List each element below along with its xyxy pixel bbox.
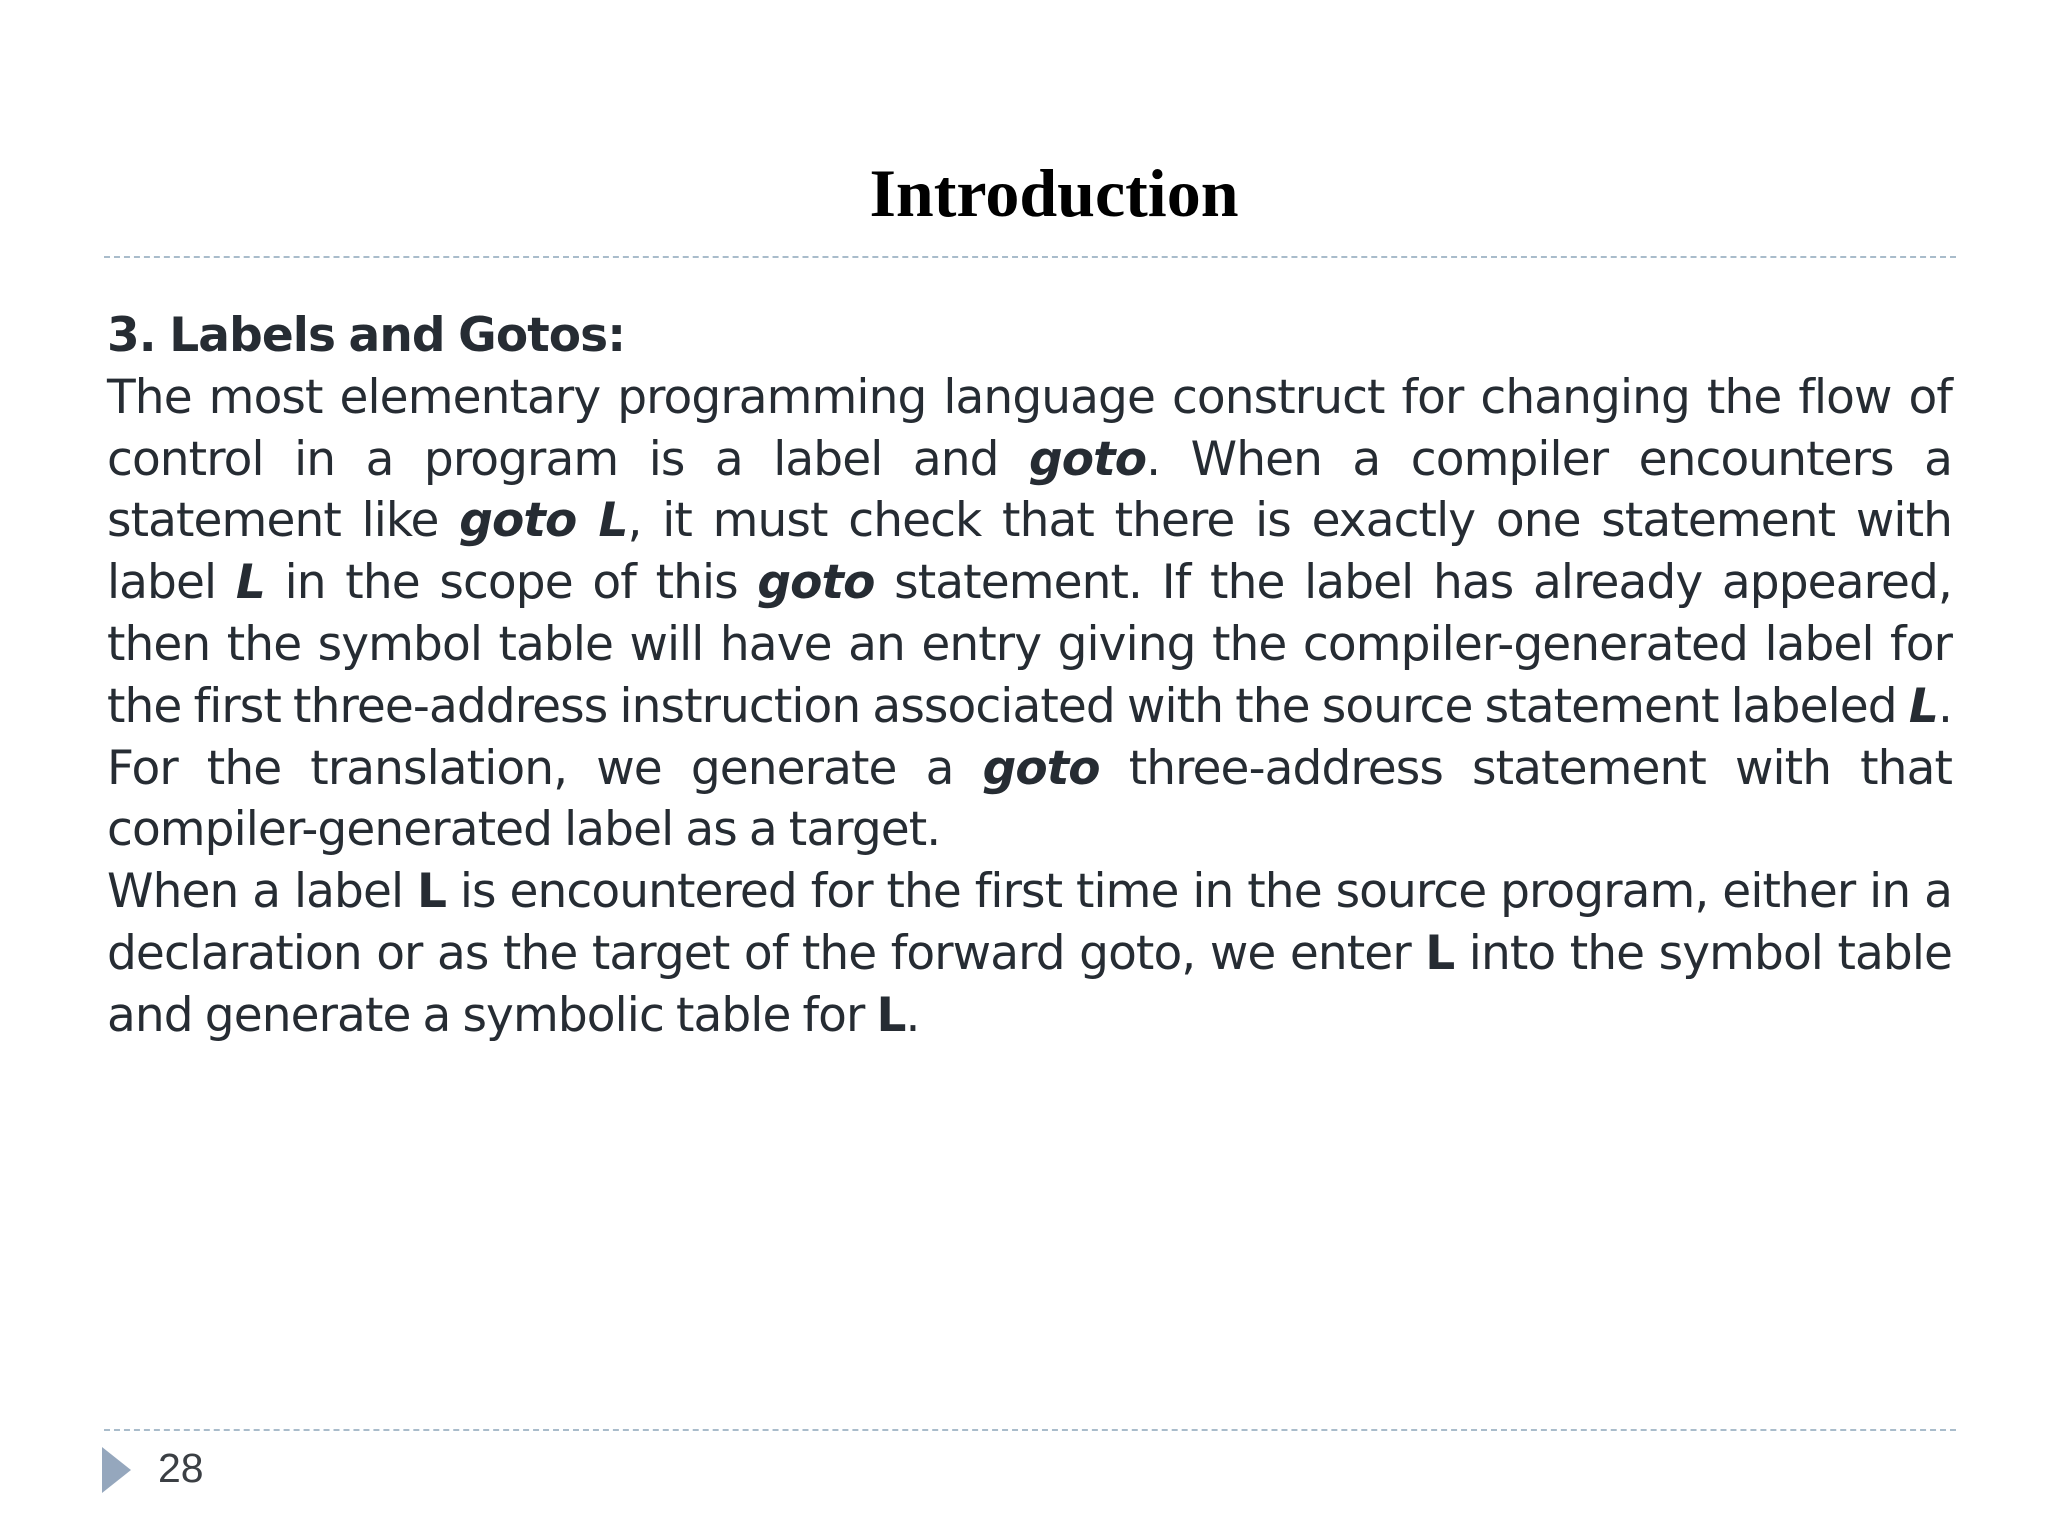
footer-divider	[104, 1429, 1956, 1431]
keyword-label-l: L	[235, 555, 265, 611]
slide-body	[107, 305, 1952, 1047]
triangle-bullet-icon	[102, 1447, 131, 1493]
text-run: three-address statement with that compiler-generated label as a target.	[107, 740, 1952, 858]
symbol-l: L	[876, 987, 906, 1043]
page-number: 28	[158, 1445, 204, 1491]
text-run: is encountered for the first time in the source program, either in a declaration or as the target of the forward goto, we enter	[107, 864, 1952, 981]
symbol-l: L	[416, 864, 447, 920]
keyword-goto: goto	[757, 555, 875, 611]
text-run: The most elementary programming language construct for changing the flow of control in a program is a label and	[107, 369, 1952, 487]
keyword-label-l: L	[1908, 678, 1938, 734]
paragraph-label-encounter	[107, 861, 1952, 1046]
text-run: into the symbol table and generate a symbolic table for	[107, 925, 1952, 1043]
keyword-goto: goto	[1029, 431, 1147, 487]
section-heading: 3. Labels and Gotos:	[107, 308, 626, 363]
text-run: statement. If the label has already appeared, then the symbol table will have an entry giving the compiler-generated label for the first three-address instruction associated with the source statement labeled	[107, 555, 1952, 734]
text-run: in the scope of this	[264, 555, 758, 611]
symbol-l: L	[1425, 925, 1455, 981]
text-run: . For the translation, we generate a	[107, 678, 1952, 796]
slide-title: Introduction	[869, 155, 1239, 231]
text-run: .	[905, 987, 920, 1043]
text-run: . When a compiler encounters a statement like	[107, 431, 1952, 549]
text-run: , it must check that there is exactly one statement with label	[107, 493, 1952, 611]
paragraph-labels-gotos	[107, 367, 1952, 861]
keyword-goto: goto	[982, 740, 1100, 796]
text-run: When a label	[107, 864, 417, 920]
title-divider	[104, 256, 1956, 258]
keyword-goto-l: goto L	[459, 493, 628, 549]
